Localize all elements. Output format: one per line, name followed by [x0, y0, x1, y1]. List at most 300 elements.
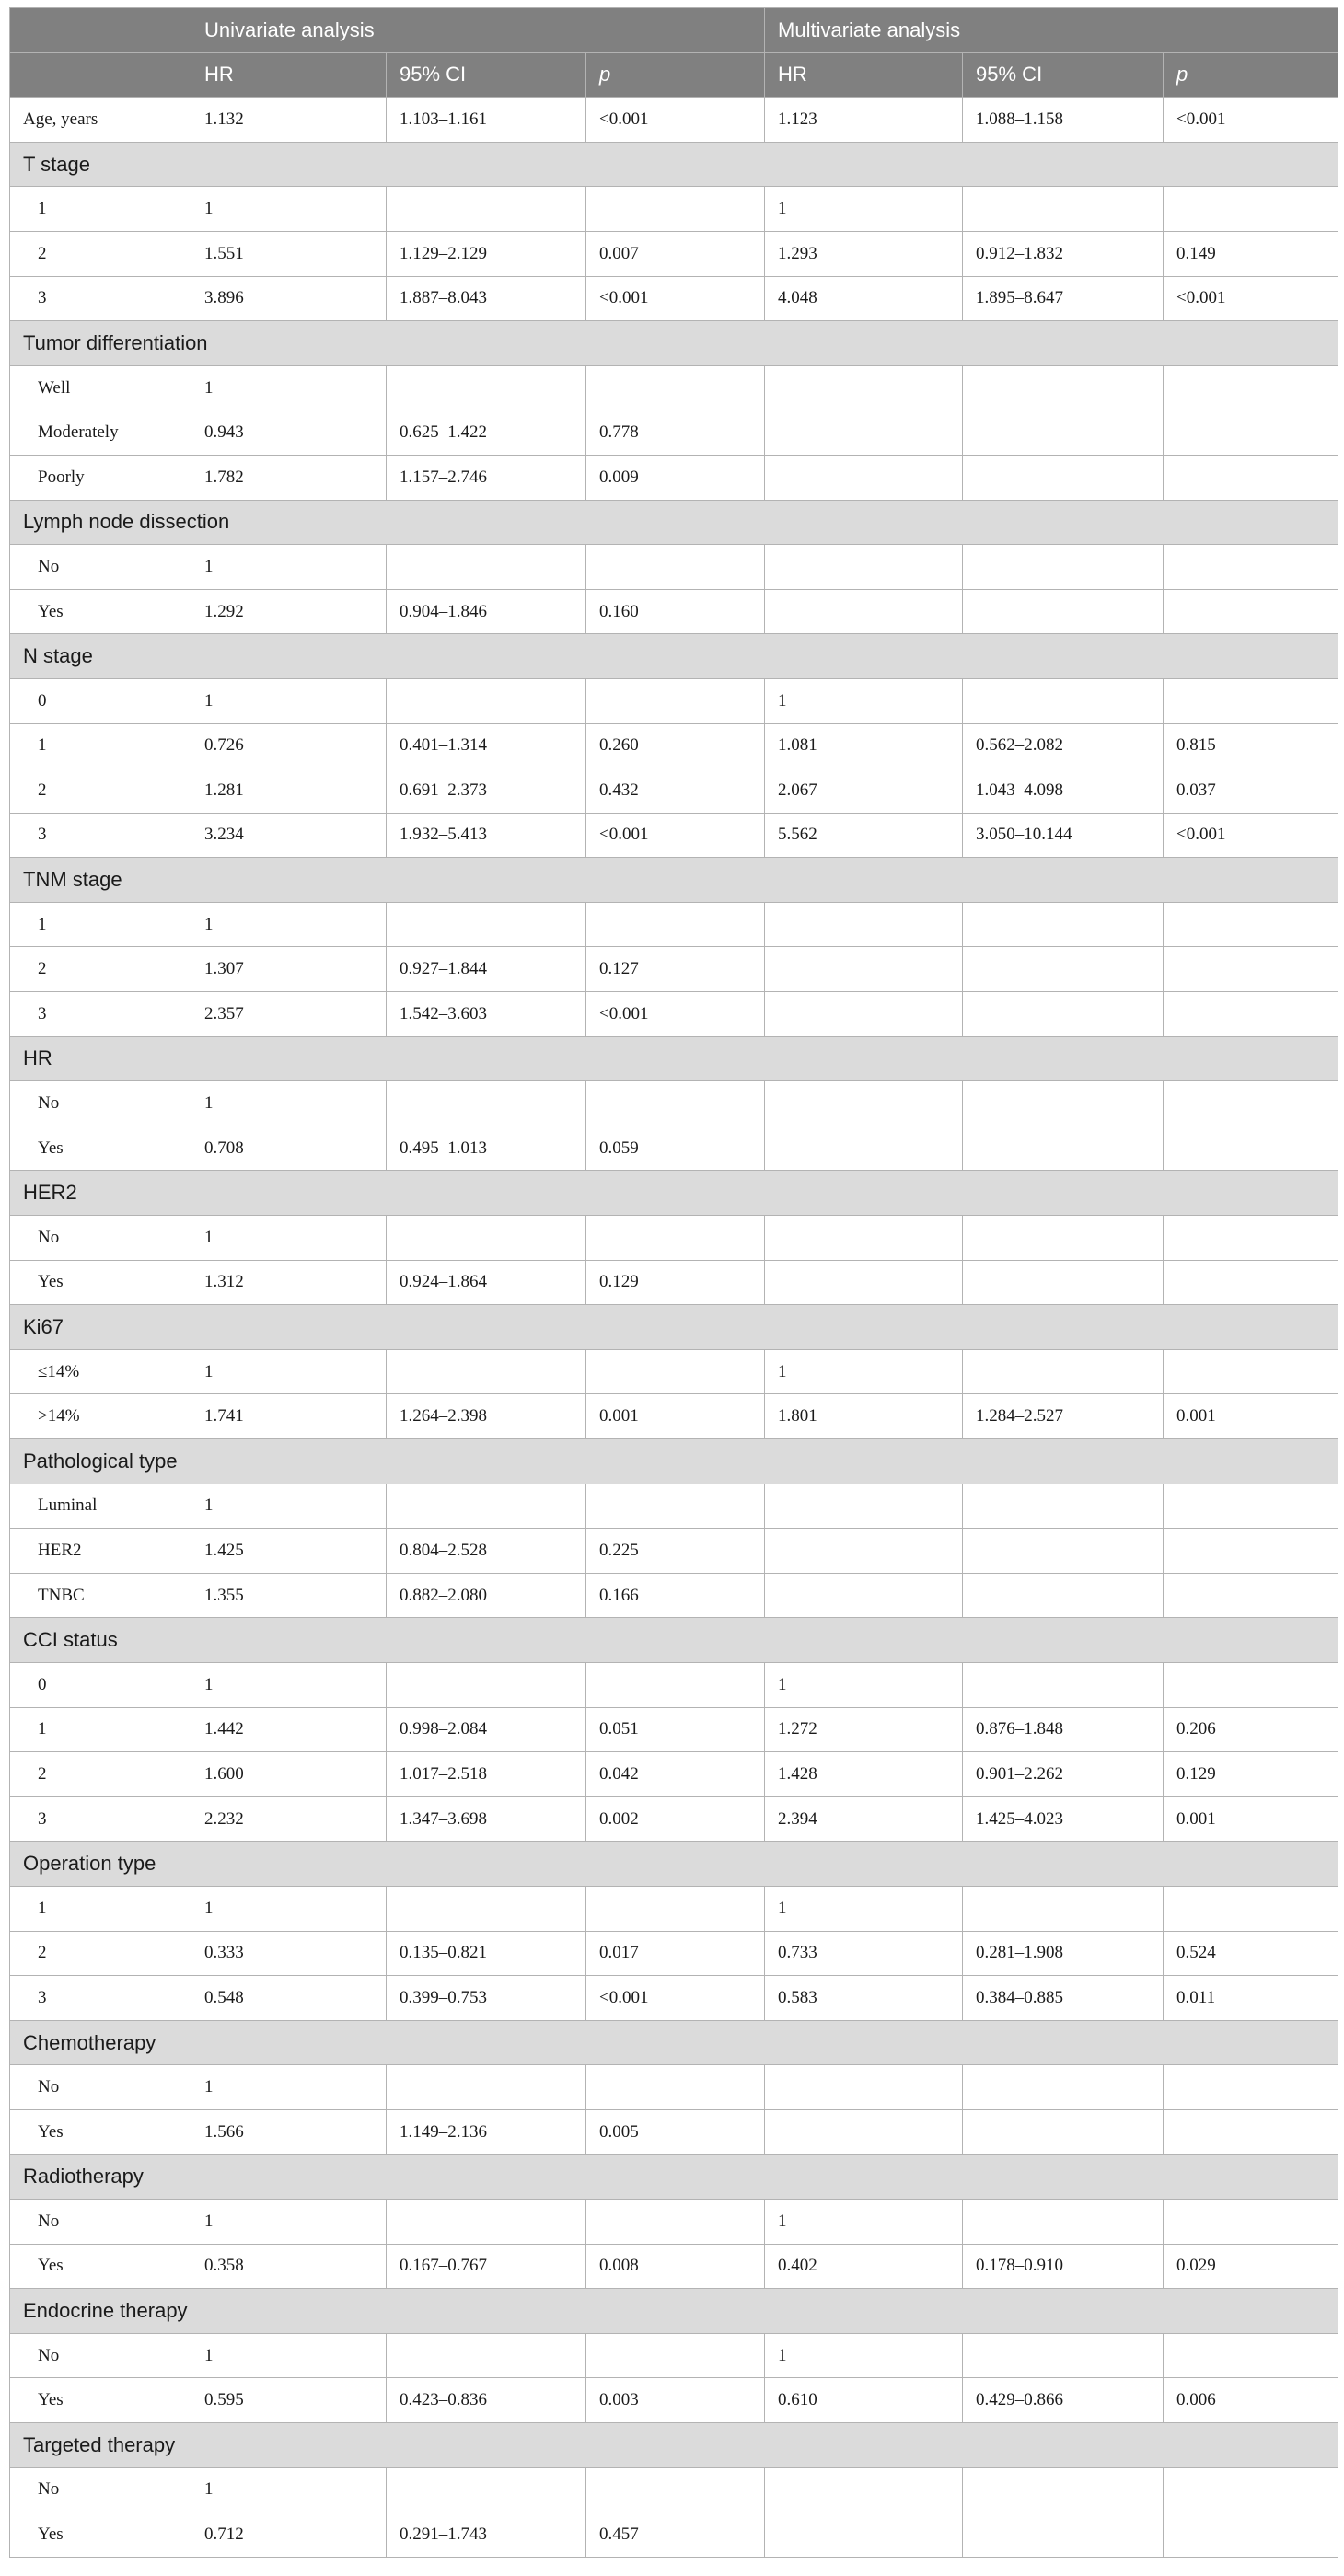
- cell-multi-hr: 2.394: [765, 1796, 963, 1842]
- table-container: [9, 7, 1338, 2558]
- cell-uni-ci: 1.264–2.398: [387, 1394, 586, 1439]
- group-label: CCI status: [10, 1618, 1338, 1663]
- row-label: Moderately: [10, 410, 191, 456]
- row-label: Poorly: [10, 455, 191, 500]
- cell-uni-hr: 1: [191, 1662, 387, 1707]
- cell-uni-hr: 3.234: [191, 813, 387, 858]
- cell-multi-p: [1164, 1260, 1338, 1305]
- cell-multi-hr: [765, 410, 963, 456]
- cell-multi-p: [1164, 589, 1338, 634]
- table-row: [10, 231, 1338, 276]
- group-label: N stage: [10, 634, 1338, 679]
- cell-uni-p: [586, 365, 765, 410]
- cell-multi-ci: [963, 2512, 1164, 2558]
- cell-uni-p: [586, 1216, 765, 1261]
- header-uni-ci: 95% CI: [387, 52, 586, 98]
- cell-multi-ci: [963, 1484, 1164, 1529]
- table-header: [10, 8, 1338, 98]
- cell-multi-ci: [963, 187, 1164, 232]
- cell-multi-p: 0.206: [1164, 1707, 1338, 1752]
- cell-uni-ci: 0.399–0.753: [387, 1976, 586, 2021]
- cell-uni-hr: 1.355: [191, 1573, 387, 1618]
- group-header-row: [10, 1842, 1338, 1887]
- table-row: [10, 545, 1338, 590]
- table-row: [10, 902, 1338, 947]
- cell-uni-p: 0.001: [586, 1394, 765, 1439]
- cell-multi-p: [1164, 902, 1338, 947]
- cell-uni-hr: 1.307: [191, 947, 387, 992]
- header-row-columns: [10, 52, 1338, 98]
- table-row: [10, 455, 1338, 500]
- cell-uni-hr: 1.600: [191, 1752, 387, 1797]
- cell-uni-p: 0.042: [586, 1752, 765, 1797]
- cell-uni-hr: 1: [191, 2333, 387, 2378]
- cell-multi-p: 0.037: [1164, 768, 1338, 814]
- row-label: 2: [10, 1931, 191, 1976]
- table-row: [10, 2512, 1338, 2558]
- cell-uni-ci: 0.691–2.373: [387, 768, 586, 814]
- row-label: Yes: [10, 2244, 191, 2289]
- cell-multi-hr: [765, 902, 963, 947]
- row-label: 1: [10, 1886, 191, 1931]
- row-label: HER2: [10, 1529, 191, 1574]
- table-row: [10, 1126, 1338, 1171]
- table-row: [10, 2378, 1338, 2423]
- cell-uni-ci: [387, 678, 586, 723]
- cell-multi-hr: 1: [765, 678, 963, 723]
- cell-uni-ci: 1.017–2.518: [387, 1752, 586, 1797]
- row-label: No: [10, 545, 191, 590]
- cell-multi-hr: 1.801: [765, 1394, 963, 1439]
- cell-uni-hr: 1: [191, 187, 387, 232]
- table-row: [10, 723, 1338, 768]
- table-row: [10, 2244, 1338, 2289]
- cell-multi-ci: 0.901–2.262: [963, 1752, 1164, 1797]
- row-label: No: [10, 1216, 191, 1261]
- row-label: 3: [10, 1796, 191, 1842]
- cell-multi-p: [1164, 1662, 1338, 1707]
- group-header-row: [10, 2423, 1338, 2468]
- cell-multi-hr: 1: [765, 2333, 963, 2378]
- group-label: Targeted therapy: [10, 2423, 1338, 2468]
- cell-uni-p: [586, 2333, 765, 2378]
- header-multi-ci: 95% CI: [963, 52, 1164, 98]
- cell-multi-hr: 0.402: [765, 2244, 963, 2289]
- table-row: [10, 2065, 1338, 2110]
- cell-uni-hr: 0.358: [191, 2244, 387, 2289]
- cell-uni-ci: 0.882–2.080: [387, 1573, 586, 1618]
- cell-uni-hr: 0.708: [191, 1126, 387, 1171]
- row-label: 2: [10, 1752, 191, 1797]
- cell-uni-ci: [387, 1484, 586, 1529]
- table-row: [10, 1260, 1338, 1305]
- cell-uni-hr: 0.726: [191, 723, 387, 768]
- table-row: [10, 2333, 1338, 2378]
- cell-uni-p: [586, 2200, 765, 2245]
- row-label: Yes: [10, 2109, 191, 2154]
- cell-multi-p: <0.001: [1164, 98, 1338, 143]
- row-label: 2: [10, 947, 191, 992]
- cell-uni-ci: 0.924–1.864: [387, 1260, 586, 1305]
- table-row: [10, 1976, 1338, 2021]
- cell-multi-hr: [765, 545, 963, 590]
- cell-uni-p: [586, 187, 765, 232]
- cell-multi-ci: [963, 1081, 1164, 1126]
- cell-multi-hr: [765, 1216, 963, 1261]
- cell-multi-hr: [765, 947, 963, 992]
- cell-uni-ci: [387, 365, 586, 410]
- cell-uni-ci: 1.129–2.129: [387, 231, 586, 276]
- cell-multi-p: [1164, 365, 1338, 410]
- row-label: TNBC: [10, 1573, 191, 1618]
- cell-multi-hr: [765, 1081, 963, 1126]
- cell-multi-p: 0.006: [1164, 2378, 1338, 2423]
- cell-multi-p: [1164, 2200, 1338, 2245]
- cell-multi-ci: [963, 1573, 1164, 1618]
- row-label: Yes: [10, 589, 191, 634]
- cell-uni-ci: [387, 2333, 586, 2378]
- cell-uni-p: 0.009: [586, 455, 765, 500]
- table-row: [10, 813, 1338, 858]
- cell-multi-hr: [765, 2109, 963, 2154]
- group-label: Chemotherapy: [10, 2020, 1338, 2065]
- cell-uni-hr: 1.741: [191, 1394, 387, 1439]
- row-label: No: [10, 2065, 191, 2110]
- cell-uni-hr: 1.566: [191, 2109, 387, 2154]
- cell-multi-p: [1164, 1216, 1338, 1261]
- cell-multi-ci: [963, 365, 1164, 410]
- cell-multi-ci: [963, 2065, 1164, 2110]
- cell-uni-hr: 1: [191, 2467, 387, 2512]
- cell-multi-hr: 1.272: [765, 1707, 963, 1752]
- group-label: HER2: [10, 1171, 1338, 1216]
- cell-uni-hr: 1.132: [191, 98, 387, 143]
- cell-uni-hr: 2.357: [191, 992, 387, 1037]
- group-label: Endocrine therapy: [10, 2289, 1338, 2334]
- cell-uni-ci: 1.887–8.043: [387, 276, 586, 321]
- group-header-row: [10, 2289, 1338, 2334]
- cell-multi-p: 0.029: [1164, 2244, 1338, 2289]
- row-label: 1: [10, 902, 191, 947]
- cell-multi-ci: [963, 947, 1164, 992]
- cell-uni-p: 0.166: [586, 1573, 765, 1618]
- row-label: No: [10, 1081, 191, 1126]
- cell-multi-hr: [765, 365, 963, 410]
- cell-uni-hr: 1.425: [191, 1529, 387, 1574]
- cell-uni-hr: 1: [191, 902, 387, 947]
- row-label: 2: [10, 768, 191, 814]
- cell-uni-ci: 1.149–2.136: [387, 2109, 586, 2154]
- cell-uni-ci: 0.927–1.844: [387, 947, 586, 992]
- cell-multi-p: [1164, 410, 1338, 456]
- cell-multi-hr: 0.733: [765, 1931, 963, 1976]
- cell-uni-hr: 0.712: [191, 2512, 387, 2558]
- row-label: No: [10, 2200, 191, 2245]
- cell-uni-p: 0.457: [586, 2512, 765, 2558]
- cell-multi-p: [1164, 1573, 1338, 1618]
- group-label: Ki67: [10, 1305, 1338, 1350]
- cell-uni-p: [586, 545, 765, 590]
- cell-multi-p: [1164, 187, 1338, 232]
- table-row: [10, 1529, 1338, 1574]
- cell-uni-p: 0.432: [586, 768, 765, 814]
- cell-multi-p: [1164, 2333, 1338, 2378]
- cell-multi-ci: [963, 1662, 1164, 1707]
- cell-multi-hr: [765, 2467, 963, 2512]
- cell-multi-ci: [963, 589, 1164, 634]
- cell-uni-hr: 1.551: [191, 231, 387, 276]
- cell-multi-ci: [963, 2467, 1164, 2512]
- table-body: [10, 98, 1338, 2558]
- row-label: Yes: [10, 1126, 191, 1171]
- cell-uni-p: [586, 902, 765, 947]
- cell-multi-ci: 0.178–0.910: [963, 2244, 1164, 2289]
- row-label: 3: [10, 992, 191, 1037]
- cell-multi-ci: [963, 410, 1164, 456]
- group-label: T stage: [10, 142, 1338, 187]
- cell-multi-hr: 5.562: [765, 813, 963, 858]
- table-row: [10, 365, 1338, 410]
- header-multivariate: Multivariate analysis: [765, 8, 1338, 53]
- group-label: TNM stage: [10, 858, 1338, 903]
- row-label: No: [10, 2467, 191, 2512]
- cell-uni-hr: 1: [191, 1216, 387, 1261]
- table-row: [10, 1081, 1338, 1126]
- header-blank-corner-2: [10, 52, 191, 98]
- cell-uni-hr: 1: [191, 2065, 387, 2110]
- group-label: Lymph node dissection: [10, 500, 1338, 545]
- cell-multi-hr: 1: [765, 187, 963, 232]
- cell-multi-hr: [765, 1260, 963, 1305]
- cell-multi-hr: 1.081: [765, 723, 963, 768]
- row-label: Yes: [10, 2378, 191, 2423]
- row-label: 1: [10, 1707, 191, 1752]
- cell-multi-p: [1164, 545, 1338, 590]
- cell-multi-hr: 0.583: [765, 1976, 963, 2021]
- cell-uni-p: 0.002: [586, 1796, 765, 1842]
- cell-multi-ci: 0.281–1.908: [963, 1931, 1164, 1976]
- table-row: [10, 947, 1338, 992]
- cell-multi-ci: [963, 1126, 1164, 1171]
- cell-multi-hr: 1.123: [765, 98, 963, 143]
- group-label: Tumor differentiation: [10, 321, 1338, 366]
- cell-multi-p: [1164, 2109, 1338, 2154]
- cell-uni-hr: 1: [191, 1484, 387, 1529]
- cell-uni-hr: 0.943: [191, 410, 387, 456]
- cell-multi-p: [1164, 1349, 1338, 1394]
- cell-uni-p: 0.127: [586, 947, 765, 992]
- cell-uni-hr: 1.782: [191, 455, 387, 500]
- cell-uni-p: 0.017: [586, 1931, 765, 1976]
- cell-multi-ci: [963, 545, 1164, 590]
- cell-uni-ci: 0.401–1.314: [387, 723, 586, 768]
- cell-multi-p: [1164, 1886, 1338, 1931]
- cell-multi-p: 0.001: [1164, 1796, 1338, 1842]
- cell-uni-hr: 1.442: [191, 1707, 387, 1752]
- cell-multi-hr: [765, 2512, 963, 2558]
- cell-uni-p: <0.001: [586, 276, 765, 321]
- table-row: [10, 2109, 1338, 2154]
- cell-multi-ci: [963, 2200, 1164, 2245]
- group-label: Operation type: [10, 1842, 1338, 1887]
- cell-multi-p: 0.815: [1164, 723, 1338, 768]
- row-label: Yes: [10, 2512, 191, 2558]
- cell-uni-p: [586, 2065, 765, 2110]
- cell-uni-ci: 0.167–0.767: [387, 2244, 586, 2289]
- cell-uni-p: [586, 1081, 765, 1126]
- group-header-row: [10, 321, 1338, 366]
- cell-multi-hr: [765, 2065, 963, 2110]
- cell-multi-ci: [963, 2109, 1164, 2154]
- cell-multi-ci: 0.562–2.082: [963, 723, 1164, 768]
- cell-multi-hr: [765, 589, 963, 634]
- cell-multi-ci: 1.284–2.527: [963, 1394, 1164, 1439]
- cell-uni-ci: [387, 1886, 586, 1931]
- cell-multi-ci: 0.429–0.866: [963, 2378, 1164, 2423]
- header-multi-hr: HR: [765, 52, 963, 98]
- cell-multi-ci: 1.043–4.098: [963, 768, 1164, 814]
- cell-uni-ci: 1.932–5.413: [387, 813, 586, 858]
- cell-uni-hr: 1.281: [191, 768, 387, 814]
- cell-uni-p: 0.225: [586, 1529, 765, 1574]
- group-header-row: [10, 1305, 1338, 1350]
- group-header-row: [10, 2020, 1338, 2065]
- cell-multi-p: <0.001: [1164, 813, 1338, 858]
- cell-uni-p: [586, 1886, 765, 1931]
- cell-uni-p: 0.778: [586, 410, 765, 456]
- group-header-row: [10, 1618, 1338, 1663]
- table-row: [10, 410, 1338, 456]
- cell-uni-ci: [387, 1349, 586, 1394]
- cell-multi-ci: 1.895–8.647: [963, 276, 1164, 321]
- cell-multi-hr: 1: [765, 1886, 963, 1931]
- table-row: [10, 1662, 1338, 1707]
- table-row: [10, 1796, 1338, 1842]
- header-univariate: Univariate analysis: [191, 8, 765, 53]
- cell-uni-p: [586, 2467, 765, 2512]
- cell-uni-hr: 1: [191, 365, 387, 410]
- group-header-row: [10, 1171, 1338, 1216]
- cell-uni-p: [586, 678, 765, 723]
- cell-uni-ci: 0.625–1.422: [387, 410, 586, 456]
- group-header-row: [10, 1439, 1338, 1484]
- row-label: 3: [10, 276, 191, 321]
- cell-multi-ci: [963, 992, 1164, 1037]
- cell-uni-p: [586, 1662, 765, 1707]
- cell-multi-ci: 0.384–0.885: [963, 1976, 1164, 2021]
- cell-uni-hr: 1: [191, 1081, 387, 1126]
- cell-multi-ci: [963, 1529, 1164, 1574]
- cell-uni-p: 0.260: [586, 723, 765, 768]
- cell-uni-p: <0.001: [586, 992, 765, 1037]
- cell-uni-hr: 1.312: [191, 1260, 387, 1305]
- cell-uni-hr: 1: [191, 678, 387, 723]
- table-row: [10, 276, 1338, 321]
- group-label: Pathological type: [10, 1439, 1338, 1484]
- cell-multi-ci: [963, 1216, 1164, 1261]
- table-row: [10, 1886, 1338, 1931]
- cell-multi-hr: [765, 992, 963, 1037]
- header-row-groups: [10, 8, 1338, 53]
- cell-uni-p: 0.003: [586, 2378, 765, 2423]
- cell-uni-ci: [387, 187, 586, 232]
- group-header-row: [10, 2154, 1338, 2200]
- cell-multi-ci: [963, 2333, 1164, 2378]
- group-header-row: [10, 142, 1338, 187]
- cell-multi-hr: [765, 1529, 963, 1574]
- row-label: 1: [10, 723, 191, 768]
- row-label: ≤14%: [10, 1349, 191, 1394]
- cell-uni-ci: 1.542–3.603: [387, 992, 586, 1037]
- group-header-row: [10, 634, 1338, 679]
- cell-uni-hr: 0.548: [191, 1976, 387, 2021]
- cell-uni-ci: 0.804–2.528: [387, 1529, 586, 1574]
- cell-uni-hr: 0.333: [191, 1931, 387, 1976]
- cell-multi-hr: 1: [765, 1662, 963, 1707]
- cell-multi-ci: [963, 902, 1164, 947]
- cell-uni-ci: 0.904–1.846: [387, 589, 586, 634]
- cell-uni-ci: [387, 1081, 586, 1126]
- cell-multi-hr: [765, 1573, 963, 1618]
- cell-multi-p: [1164, 992, 1338, 1037]
- table-row: [10, 992, 1338, 1037]
- table-row: [10, 1484, 1338, 1529]
- group-header-row: [10, 1036, 1338, 1081]
- cell-multi-hr: 4.048: [765, 276, 963, 321]
- cell-uni-hr: 1.292: [191, 589, 387, 634]
- group-label: HR: [10, 1036, 1338, 1081]
- cell-multi-p: 0.129: [1164, 1752, 1338, 1797]
- cell-multi-ci: 3.050–10.144: [963, 813, 1164, 858]
- row-label: >14%: [10, 1394, 191, 1439]
- cell-uni-p: 0.008: [586, 2244, 765, 2289]
- row-label: 0: [10, 1662, 191, 1707]
- regression-table: [9, 7, 1338, 2558]
- cell-multi-ci: 1.088–1.158: [963, 98, 1164, 143]
- cell-uni-p: 0.007: [586, 231, 765, 276]
- group-header-row: [10, 500, 1338, 545]
- header-multi-p: p: [1164, 52, 1338, 98]
- cell-multi-p: 0.149: [1164, 231, 1338, 276]
- cell-multi-ci: 0.912–1.832: [963, 231, 1164, 276]
- group-header-row: [10, 858, 1338, 903]
- table-row: [10, 98, 1338, 143]
- cell-uni-ci: 0.495–1.013: [387, 1126, 586, 1171]
- cell-uni-ci: 1.347–3.698: [387, 1796, 586, 1842]
- table-row: [10, 1394, 1338, 1439]
- table-row: [10, 1931, 1338, 1976]
- group-label: Radiotherapy: [10, 2154, 1338, 2200]
- row-label: Age, years: [10, 98, 191, 143]
- cell-multi-ci: 0.876–1.848: [963, 1707, 1164, 1752]
- cell-multi-ci: 1.425–4.023: [963, 1796, 1164, 1842]
- cell-multi-p: [1164, 1126, 1338, 1171]
- table-row: [10, 768, 1338, 814]
- cell-multi-hr: 1: [765, 2200, 963, 2245]
- cell-uni-hr: 1: [191, 545, 387, 590]
- cell-uni-ci: [387, 2200, 586, 2245]
- cell-multi-p: [1164, 947, 1338, 992]
- cell-multi-p: [1164, 678, 1338, 723]
- table-row: [10, 2200, 1338, 2245]
- cell-uni-p: <0.001: [586, 98, 765, 143]
- cell-uni-hr: 2.232: [191, 1796, 387, 1842]
- cell-uni-ci: 0.135–0.821: [387, 1931, 586, 1976]
- row-label: 2: [10, 231, 191, 276]
- cell-uni-hr: 1: [191, 1886, 387, 1931]
- cell-uni-p: [586, 1484, 765, 1529]
- table-row: [10, 1349, 1338, 1394]
